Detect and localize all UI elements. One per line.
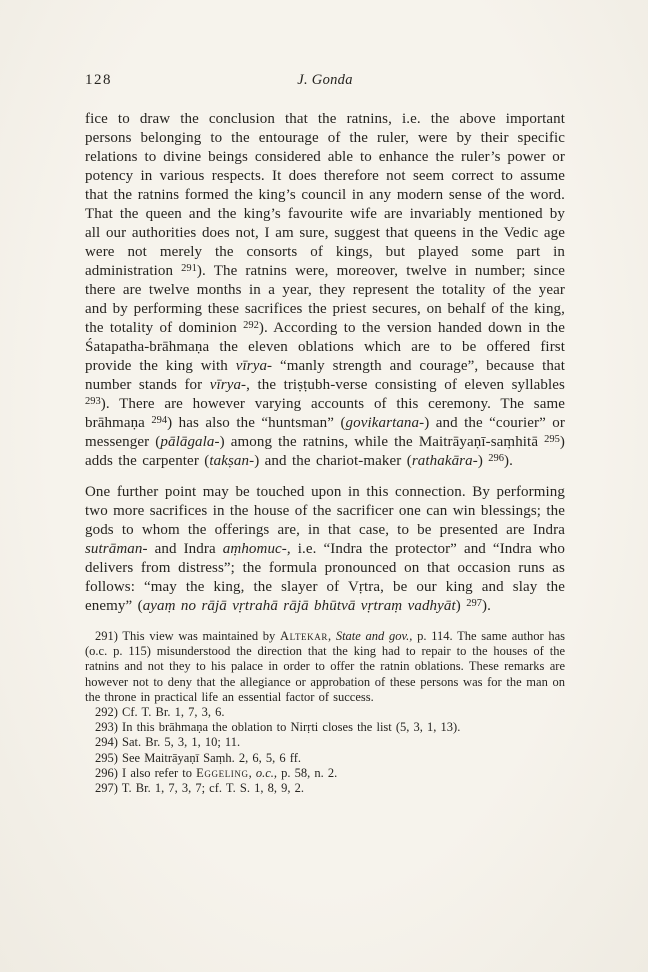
text-segment: ) and the “courier” or messenger ( <box>85 415 565 450</box>
footnote <box>85 781 565 796</box>
text-segment: Eggeling <box>196 765 249 780</box>
text-segment: ). According to the version handed down in the Śatapatha-brāhmaṇa the eleven oblations which are to be offered first provide the king with <box>85 320 565 374</box>
footnote-reference: 292 <box>243 320 259 331</box>
footnote <box>85 751 565 766</box>
text-segment: 291) This view was maintained by <box>95 629 281 643</box>
text-segment: pālāgala- <box>160 434 220 450</box>
text-segment: o.c., <box>255 765 278 780</box>
text-segment: ayaṃ no rājā vṛtrahā rājā bhūtvā vṛtraṃ vadhyāt <box>142 598 456 614</box>
footnotes-section <box>85 629 565 796</box>
text-segment: , <box>327 629 336 643</box>
text-segment: ). <box>481 598 491 614</box>
text-segment: One further point may be touched upon in this connection. By performing two more sacrifices in the house of the sacrificer one can win blessings; the gods to whom the offerings are, in that case, to be presented are Indra <box>85 484 565 538</box>
text-segment: ) <box>477 453 489 469</box>
text-segment: ) among the ratnins, while the Maitrāyaṇī-saṃhitā <box>219 434 545 450</box>
text-segment: 292) Cf. T. Br. 1, 7, 3, 6. <box>95 705 225 720</box>
page-header <box>85 72 565 90</box>
text-segment: 293) In this brāhmaṇa the oblation to Nirṛti closes the list (5, 3, 1, 13). <box>95 720 461 735</box>
text-segment: and Indra <box>147 541 223 557</box>
text-segment: p. 58, n. 2. <box>277 765 338 780</box>
footnote-reference: 294 <box>151 415 168 426</box>
footnote-reference: 291 <box>181 263 197 274</box>
text-segment: p. 114. The same author has (o.c. p. 115) misunderstood the direction that the king had to repair to the houses of the ratnins and not they to his palace in order to offer the ratnin oblations. These remarks are however not to deny that the allegiance or approbation of these persons was for the man on the throne in practical life an essential factor of success. <box>85 629 566 704</box>
text-segment: takṣan- <box>209 453 255 469</box>
text-segment: aṃhomuc- <box>222 541 287 557</box>
footnote <box>85 735 565 750</box>
text-segment: 295) See Maitrāyaṇī Saṃh. 2, 6, 5, 6 ff. <box>95 750 301 765</box>
text-segment: , <box>248 765 256 780</box>
text-block <box>85 110 565 796</box>
text-segment: ). <box>504 453 513 469</box>
footnote <box>85 705 565 720</box>
text-segment: ) and the chariot-maker ( <box>254 453 412 469</box>
footnote-reference: 295 <box>544 434 560 445</box>
text-segment: Altekar <box>280 629 328 643</box>
text-segment: ) has also the “huntsman” ( <box>167 415 346 431</box>
text-segment: sutrāman- <box>85 541 148 557</box>
text-segment: “manly strength and courage”, because that number stands for <box>85 358 565 393</box>
text-segment: State and gov., <box>335 629 413 643</box>
text-segment: 297) T. Br. 1, 7, 3, 7; cf. T. S. 1, 8, 9, 2. <box>95 781 304 796</box>
text-segment: ). There are however varying accounts of this ceremony. The same brāhmaṇa <box>85 396 565 431</box>
text-segment: , i.e. “Indra the protector” and “Indra who delivers from distress”; the formula pronounced on that occasion runs as follows: “may the king, the slayer of Vṛtra, be our king and slay the enemy” ( <box>85 541 566 614</box>
text-segment: ) <box>455 598 467 614</box>
text-segment: 294) Sat. Br. 5, 3, 1, 10; 11. <box>95 735 241 750</box>
footnote <box>85 629 565 705</box>
text-segment: rathakāra- <box>411 453 478 469</box>
text-segment: fice to draw the conclusion that the ratnins, i.e. the above important persons belonging to the entourage of the ruler, were by their specific relations to divine beings considered able to enhance the ruler’s power or potency in various respects. It does therefore not seem correct to assume that the ratnins formed the king’s council in any modern sense of the word. That the queen and the king’s favourite wife are invariably mentioned by all our authorities does not, I am sure, suggest that queens in the Vedic age were not merely the consorts of kings, but played some part in administration <box>85 111 565 279</box>
page-number: 128 <box>85 72 112 88</box>
running-head: J. Gonda <box>297 72 353 88</box>
text-segment: govikartana- <box>345 415 425 431</box>
footnote-reference: 297 <box>466 598 482 609</box>
body-paragraph-2 <box>85 483 565 616</box>
text-segment: ). The ratnins were, moreover, twelve in number; since there are twelve months in a year, they represent the totality of the year and by performing these sacrifices the priest secures, on behalf of the king, the totality of dominion <box>85 263 565 336</box>
body-paragraph-1 <box>85 110 565 471</box>
text-segment: ) adds the carpenter ( <box>85 434 565 469</box>
text-segment: vīrya- <box>209 377 247 393</box>
footnote-reference: 296 <box>488 453 505 464</box>
text-segment: 296) I also refer to <box>95 765 197 780</box>
text-segment: vīrya- <box>235 358 273 374</box>
footnote-reference: 293 <box>85 396 101 407</box>
text-segment: , the triṣṭubh-verse consisting of eleven syllables <box>246 377 565 393</box>
footnote <box>85 720 565 735</box>
footnote <box>85 766 565 781</box>
